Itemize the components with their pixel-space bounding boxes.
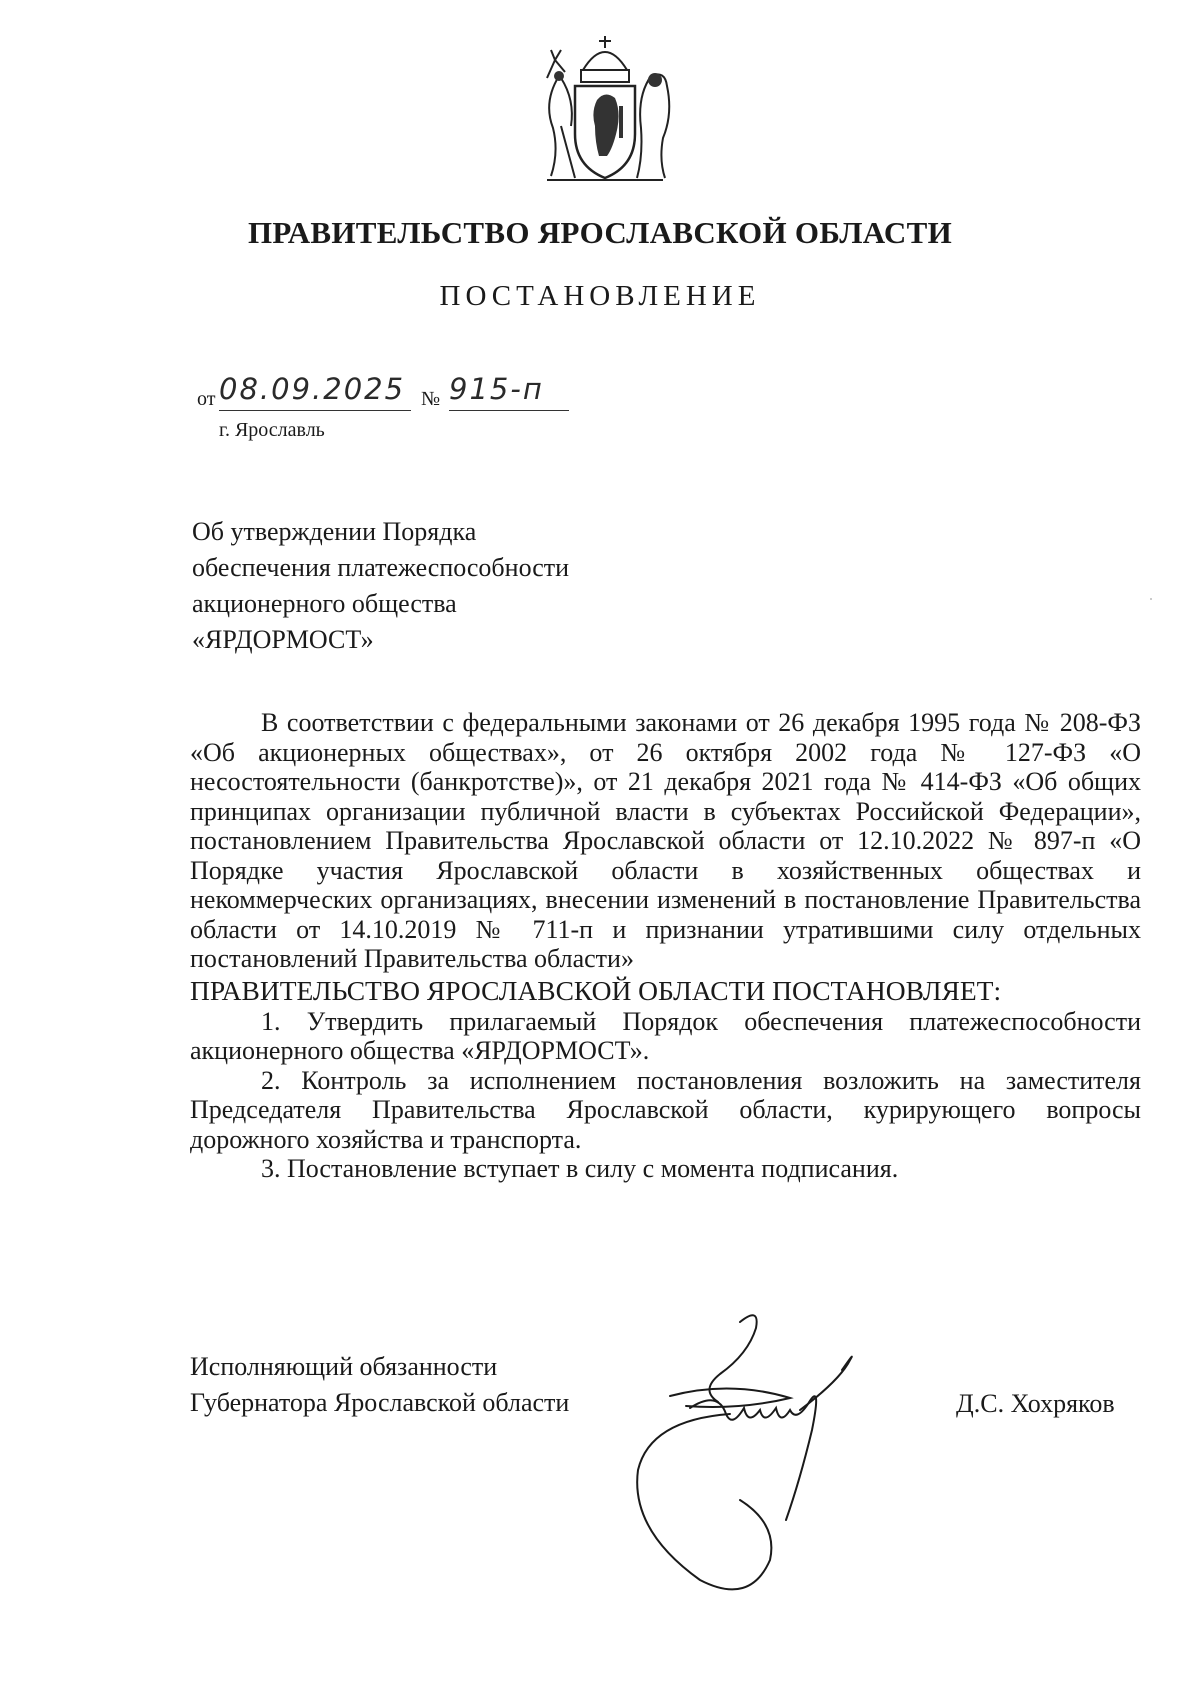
subject-block (192, 514, 792, 658)
signatory-title (190, 1349, 569, 1421)
document-number: 915-п (449, 372, 569, 411)
city: г. Ярославль (219, 419, 325, 441)
document-type: ПОСТАНОВЛЕНИЕ (439, 280, 761, 312)
item-2: 2. Контроль за исполнением постановления возложить на заместителя Председателя Правительства Ярославской области, курирующего вопросы дорожного хозяйства и транспорта. (190, 1065, 1141, 1154)
item-1: 1. Утвердить прилагаемый Порядок обеспечения платежеспособности акционерного общества «ЯРДОРМОСТ». (190, 1006, 1141, 1065)
preamble: В соответствии с федеральными законами от 26 декабря 1995 года № 208-ФЗ «Об акционерных обществах», от 26 октября 2002 года № 127-ФЗ «О несостоятельности (банкротстве)», от 21 декабря 2021 года № 414-ФЗ «Об общих принципах организации публичной власти в субъектах Российской Федерации», постановлением Правительства Ярославской области от 12.10.2022 № 897-п «О Порядке участия Ярославской области в хозяйственных обществах и некоммерческих организациях, внесении изменений в постановление Правительства области от 14.10.2019 № 711-п и признании утратившими силу отдельных постановлений Правительства области» (190, 708, 1141, 973)
subject-line: «ЯРДОРМОСТ» (192, 625, 374, 654)
document-body (190, 708, 1141, 1184)
item-3: 3. Постановление вступает в силу с момента подписания. (261, 1154, 899, 1183)
subject-line: Об утверждении Порядка (192, 517, 477, 546)
organization-title: ПРАВИТЕЛЬСТВО ЯРОСЛАВСКОЙ ОБЛАСТИ (248, 215, 952, 250)
number-sign: № (421, 388, 441, 410)
coat-of-arms-icon (525, 30, 685, 190)
signatory-title-line: Исполняющий обязанности (190, 1352, 498, 1381)
subject-line: обеспечения платежеспособности (192, 553, 570, 582)
subject-line: акционерного общества (192, 589, 457, 618)
signatory-title-line: Губернатора Ярославской области (190, 1388, 570, 1417)
date-prefix: от (197, 388, 216, 410)
dateline (197, 372, 677, 416)
signer-name: Д.С. Хохряков (956, 1389, 1115, 1418)
scan-speck (1150, 598, 1152, 600)
handwritten-signature (590, 1310, 920, 1610)
resolution-heading: ПРАВИТЕЛЬСТВО ЯРОСЛАВСКОЙ ОБЛАСТИ ПОСТАНОВЛЯЕТ: (190, 974, 1002, 1006)
document-date: 08.09.2025 (219, 372, 411, 411)
